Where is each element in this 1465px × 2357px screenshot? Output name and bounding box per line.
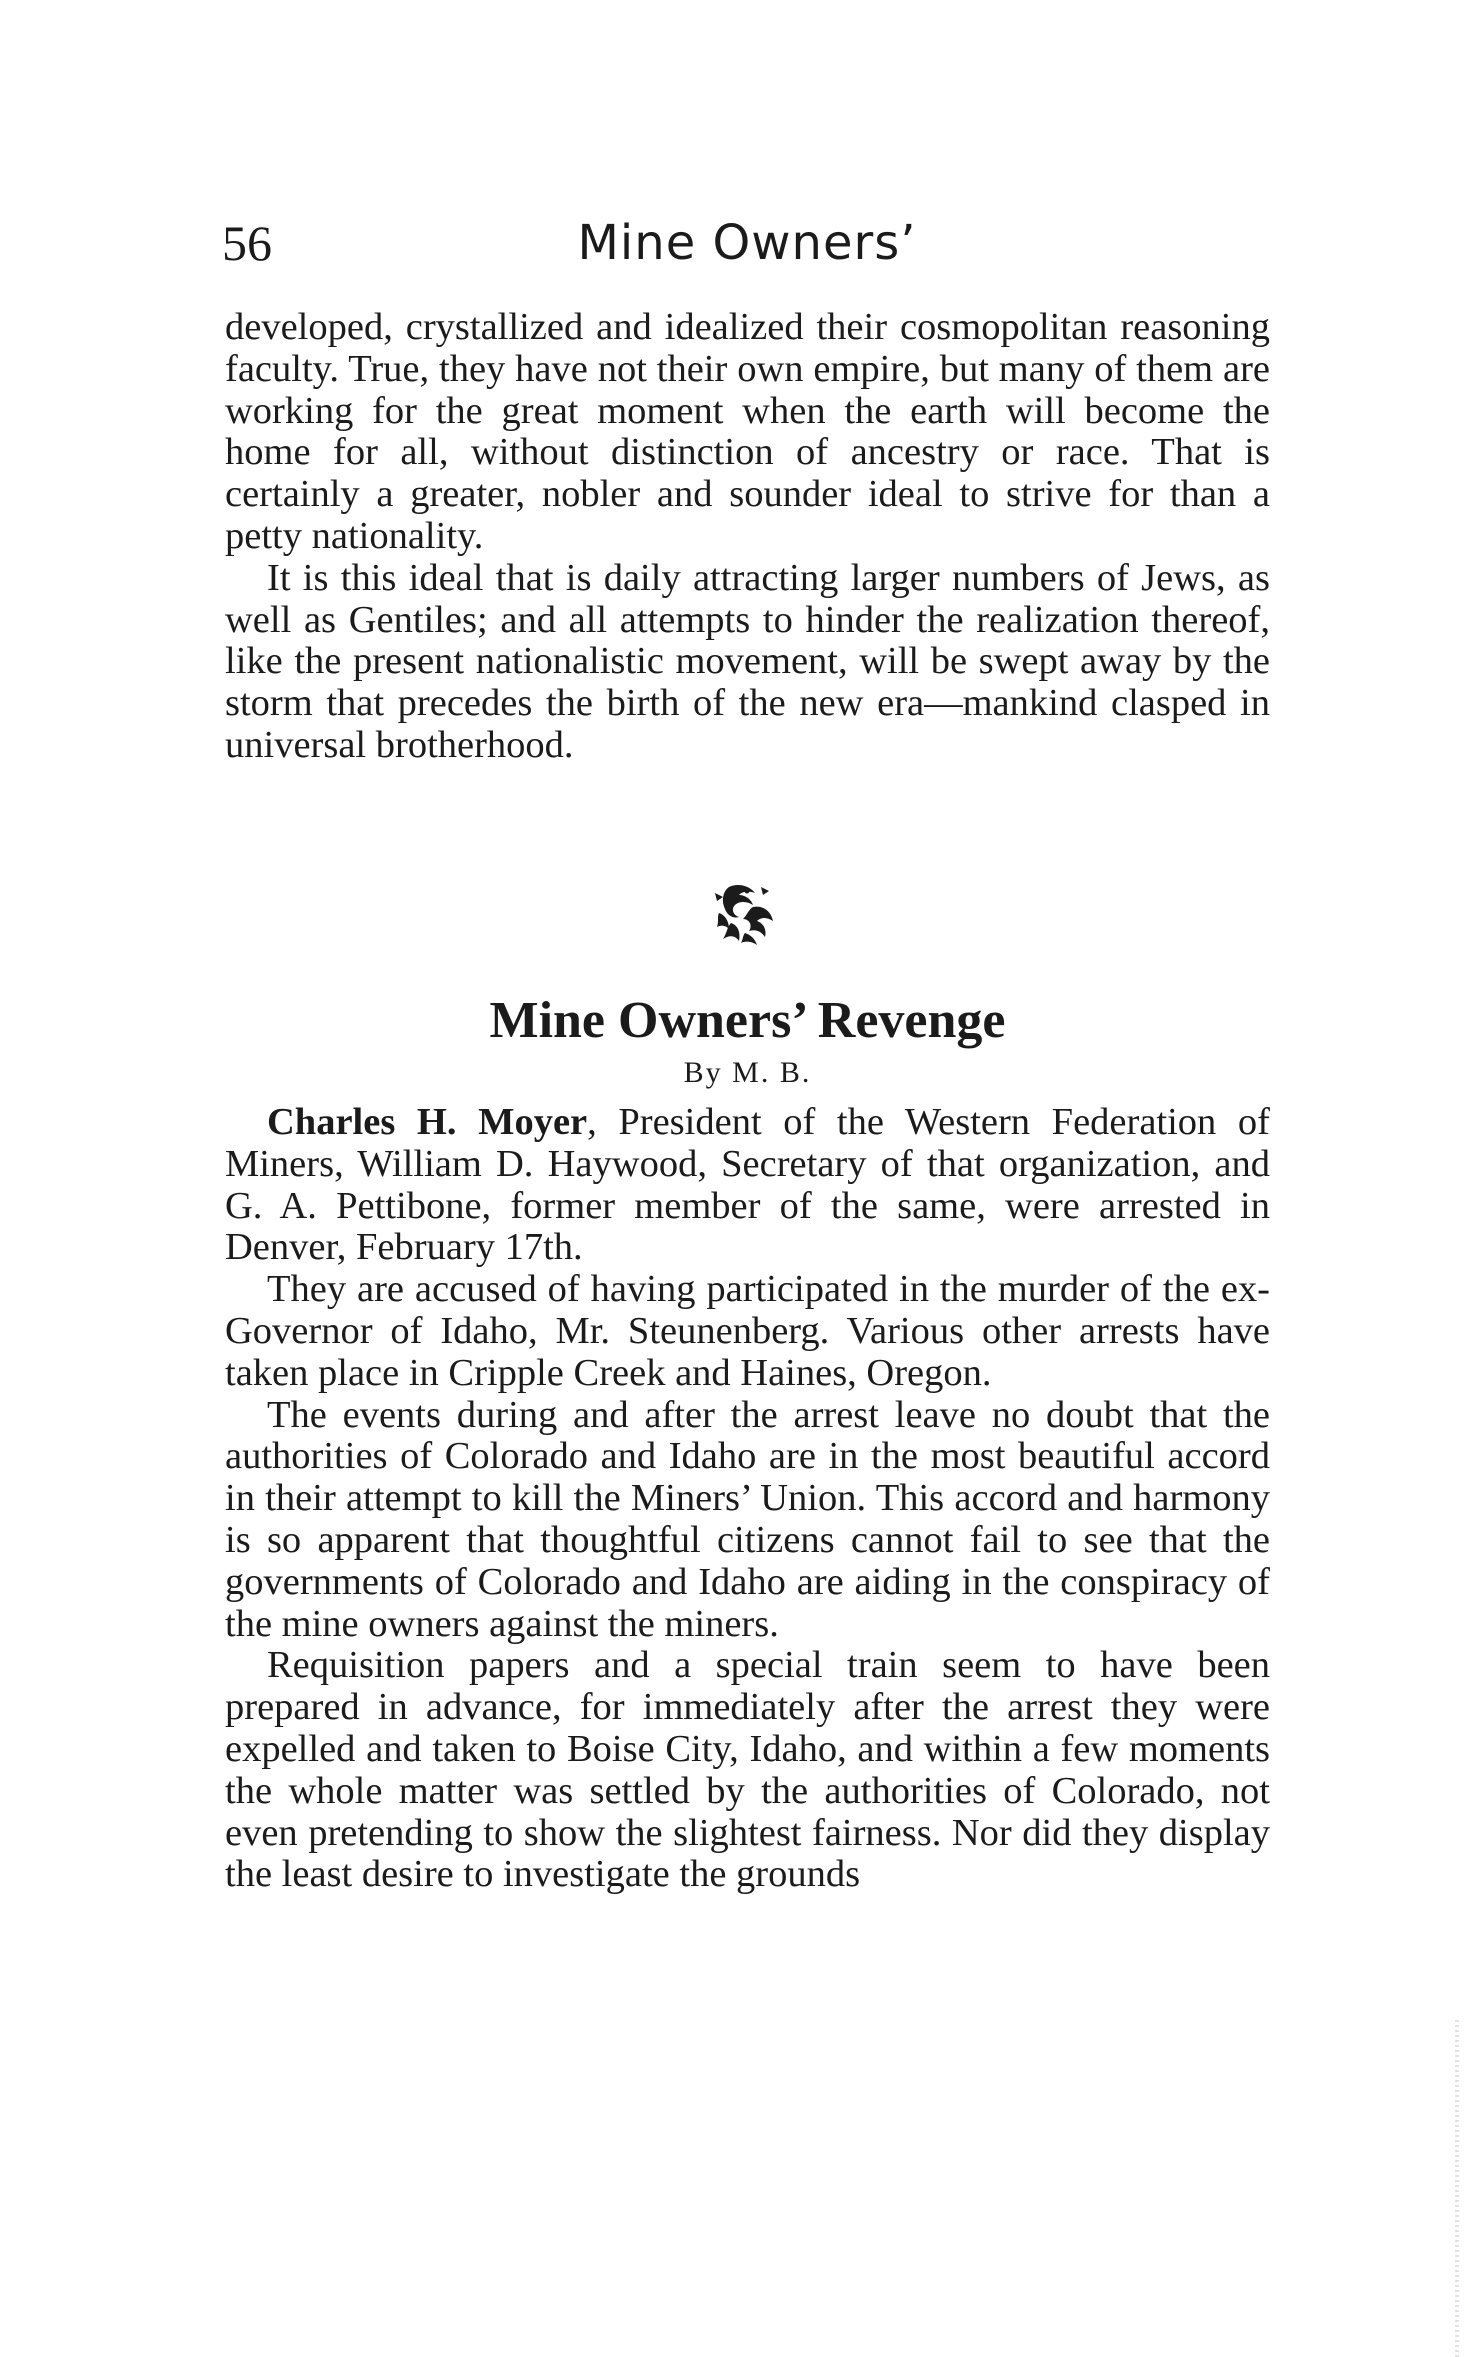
byline: By M. B. xyxy=(683,1056,812,1089)
dragon-ornament-icon xyxy=(709,879,779,949)
page-number: 56 xyxy=(222,215,272,271)
running-title: Mine Owners’ xyxy=(577,215,917,271)
lead-text: , President of the Western Federation of Miners, William D. Haywood, Secretary of that organization, and G. A. Pettibone, former member of the same, were arrested in Denver, February 17th. xyxy=(225,1101,1270,1269)
paragraph: It is this ideal that is daily attracting larger numbers of Jews, as well as Gentiles; and all attempts to hinder the realization thereof, like the present nationalistic movement, will be swept away by the storm that precedes the birth of the new era—mankind clasped in universal brotherhood. xyxy=(225,556,1270,766)
paragraph: developed, crystallized and idealized their cosmopolitan reasoning faculty. True, they have not their own empire, but many of them are working for the great moment when the earth will become the home for all, without distinction of ancestry or race. That is certainly a greater, nobler and sounder ideal to strive for than a petty nationality. xyxy=(225,306,1270,557)
running-head xyxy=(222,208,1272,278)
lead-name: Charles H. Moyer xyxy=(267,1101,588,1143)
paragraph: Requisition papers and a special train seem to have been prepared in advance, for immediately after the arrest they were expelled and taken to Boise City, Idaho, and within a few moments the whole matter was settled by the authorities of Colorado, not even pretending to show the slightest fairness. Nor did they display the least desire to investigate the grounds xyxy=(225,1644,1270,1896)
article-title: Mine Owners’ Revenge xyxy=(489,992,1006,1049)
paragraph: They are accused of having participated in the murder of the ex-Governor of Idaho, Mr. Steunenberg. Various other arrests have taken place in Cripple Creek and Haines, Oregon. xyxy=(225,1268,1270,1394)
continued-article-text xyxy=(225,307,1270,767)
lead-paragraph xyxy=(225,1102,1270,1269)
paragraph: The events during and after the arrest leave no doubt that the authorities of Colorado and Idaho are in the most beautiful accord in their attempt to kill the Miners’ Union. This accord and harmony is so apparent that thoughtful citizens cannot fail to see that the governments of Colorado and Idaho are aiding in the conspiracy of the mine owners against the miners. xyxy=(225,1393,1270,1645)
scan-edge-artifact xyxy=(1455,2020,1459,2357)
article-body xyxy=(225,1102,1270,1896)
